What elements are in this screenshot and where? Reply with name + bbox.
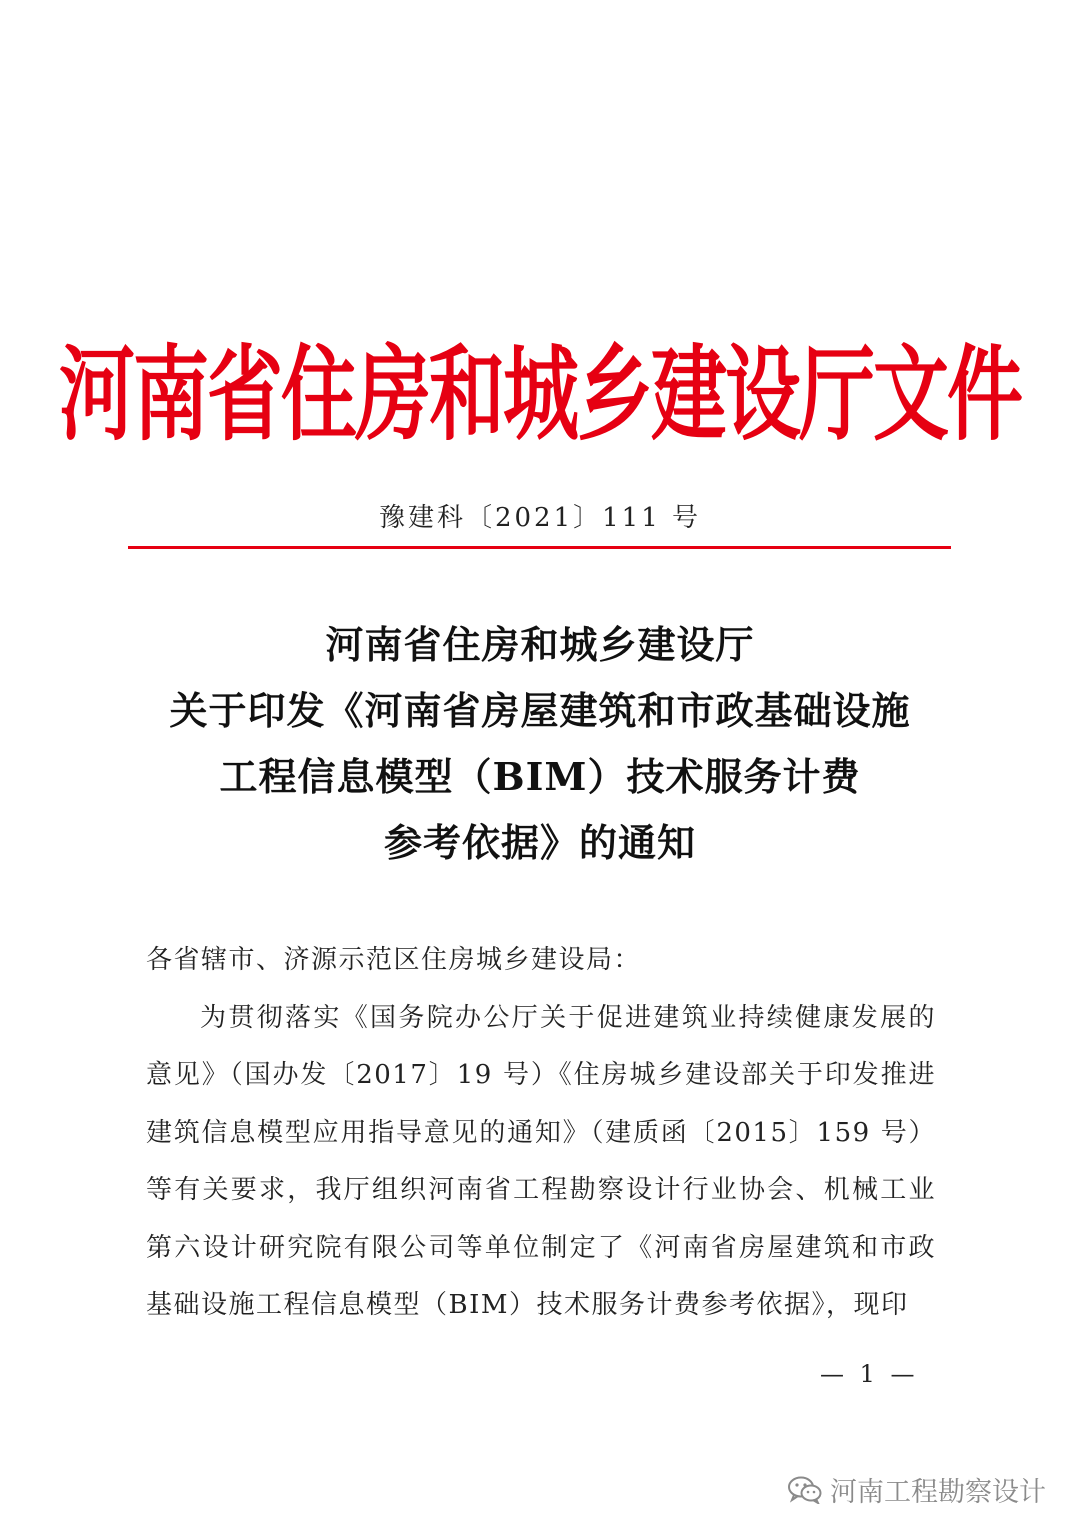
red-divider bbox=[128, 546, 951, 549]
title-line: 关于印发《河南省房屋建筑和市政基础设施 bbox=[169, 688, 911, 733]
watermark bbox=[788, 1470, 1046, 1509]
body-paragraph: 为贯彻落实《国务院办公厅关于促进建筑业持续健康发展的意见》（国办发〔2017〕19 号）《住房城乡建设部关于印发推进建筑信息模型应用指导意见的通知》（建质函〔2015〕159 号）等有关要求，我厅组织河南省工程勘察设计行业协会、机械工业第六设计研究院有限公司等单位制定了《河南省房屋建筑和市政基础设施工程信息模型（BIM）技术服务计费参考依据》，现印 bbox=[146, 1002, 936, 1320]
wechat-icon bbox=[788, 1476, 822, 1504]
title-line: 河南省住房和城乡建设厅 bbox=[325, 622, 755, 667]
title-line: 参考依据》的通知 bbox=[383, 820, 696, 865]
document-number: 豫建科〔2021〕111 号 bbox=[378, 503, 702, 533]
recipient-line: 各省辖市、济源示范区住房城乡建设局： bbox=[146, 945, 642, 975]
document-body bbox=[146, 932, 936, 1335]
page-number: — 1 — bbox=[820, 1360, 919, 1388]
document-title bbox=[0, 612, 1080, 876]
issuer-heading: 河南省住房和城乡建设厅文件 bbox=[59, 333, 1021, 455]
watermark-text: 河南工程勘察设计 bbox=[830, 1477, 1046, 1508]
title-line: 工程信息模型（BIM）技术服务计费 bbox=[219, 754, 861, 799]
